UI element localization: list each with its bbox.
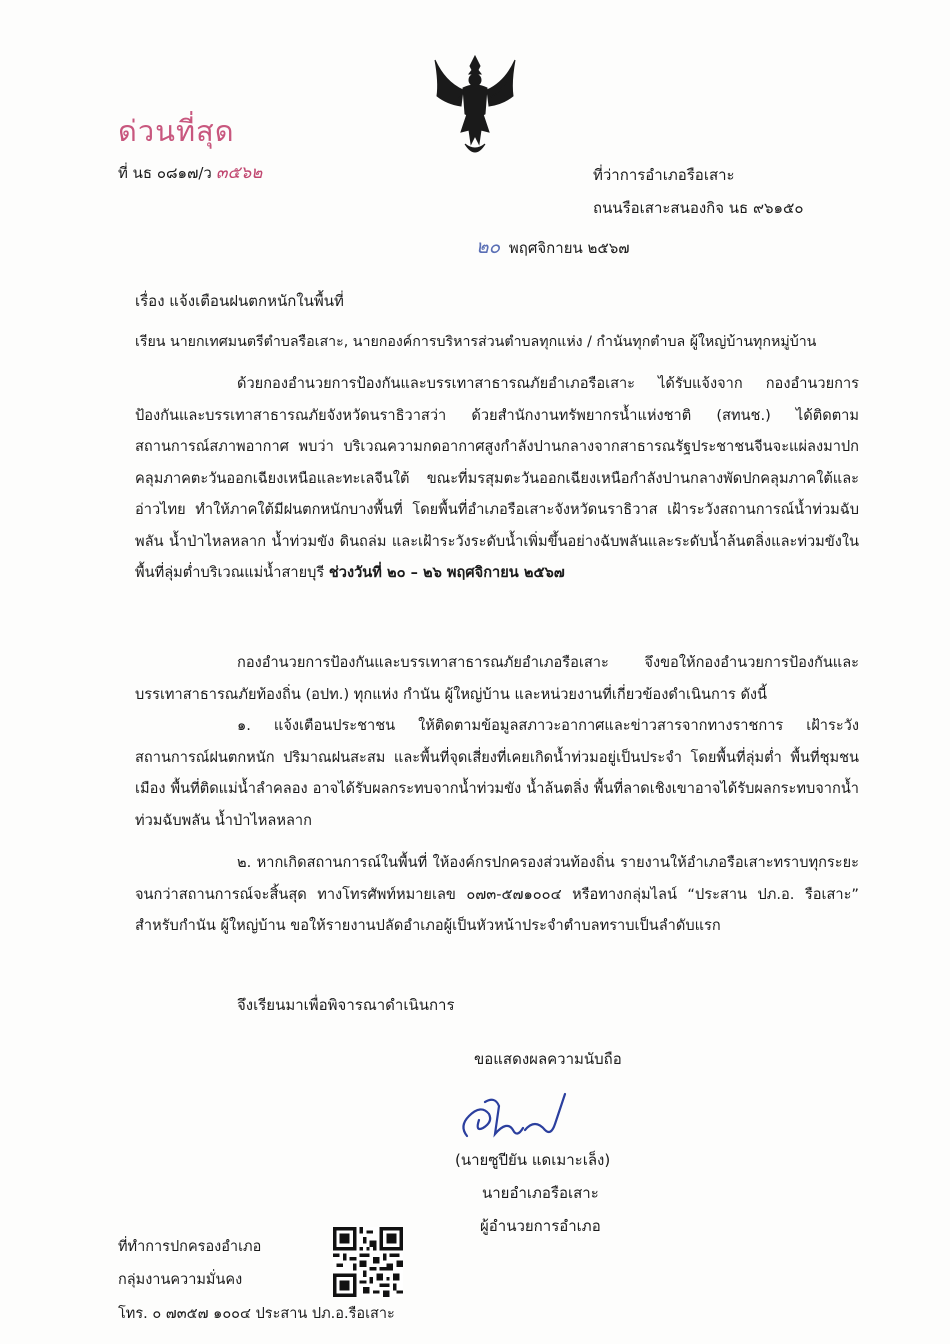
addressee-line: เรียน นายกเทศมนตรีตำบลรือเสาะ, นายกองค์การบริหารส่วนตำบลทุกแห่ง / กำนันทุกตำบล ผู้ใหญ่บ้านทุกหมู่บ้าน [135,334,817,350]
document-date [476,232,630,262]
body-item-2: ๒. หากเกิดสถานการณ์ในพื้นที่ ให้องค์กรปกครองส่วนท้องถิ่น รายงานให้อำเภอรือเสาะทราบทุกระยะ จนกว่าสถานการณ์จะสิ้นสุด ทางโทรศัพท์หมายเลข ๐๗๓-๕๗๑๐๐๔ หรือทางกลุ่มไลน์ “ประสาน ปภ.อ. รือเสาะ” สำหรับกำนัน ผู้ใหญ่บ้าน ขอให้รายงานปลัดอำเภอผู้เป็นหัวหน้าประจำตำบลทราบเป็นลำดับแรก [135,854,859,934]
body-paragraph-2: กองอำนวยการป้องกันและบรรเทาสาธารณภัยอำเภอรือเสาะ จึงขอให้กองอำนวยการป้องกันและบรรเทาสาธารณภัยท้องถิ่น (อปท.) ทุกแห่ง กำนัน ผู้ใหญ่บ้าน และหน่วยงานที่เกี่ยวข้องดำเนินการ ดังนี้ [135,654,859,703]
signatory-position-1: นายอำเภอรือเสาะ [482,1184,599,1202]
office-address [593,159,804,225]
body-closing-sentence: จึงเรียนมาเพื่อพิจารณาดำเนินการ [237,996,455,1014]
date-day-handwritten: ๒๐ [476,236,501,258]
signatory-position-2: ผู้อำนวยการอำเภอ [480,1217,601,1235]
footer-line-3: โทร. ๐ ๗๓๕๗ ๑๐๐๔ ประสาน ปภ.อ.รือเสาะ [118,1306,395,1322]
footer-line-1: ที่ทำการปกครองอำเภอ [118,1239,262,1255]
body-item-1: ๑. แจ้งเตือนประชาชน ให้ติดตามข้อมูลสภาวะอากาศและข่าวสารจากทางราชการ เฝ้าระวังสถานการณ์ฝนตกหนัก ปริมาณฝนสะสม และพื้นที่จุดเสี่ยงที่เคยเกิดน้ำท่วมอยู่เป็นประจำ โดยพื้นที่ลุ่มต่ำ พื้นที่ชุมชนเมือง พื้นที่ติดแม่น้ำลำคลอง อาจได้รับผลกระทบจากน้ำท่วมขัง น้ำล้นตลิ่ง พื้นที่ลาดเชิงเขาอาจได้รับผลกระทบจากน้ำท่วมฉับพลัน น้ำป่าไหลหลาก [135,717,859,829]
date-month-year: พฤศจิกายน ๒๕๖๗ [508,239,630,257]
footer-line-2: กลุ่มงานความมั่นคง [118,1272,243,1288]
closing-salutation: ขอแสดงผลความนับถือ [474,1050,622,1068]
subject-line: เรื่อง แจ้งเตือนฝนตกหนักในพื้นที่ [135,292,344,310]
urgency-stamp: ด่วนที่สุด [118,114,235,148]
signatory-name: (นายซูปียัน แดเมาะเล็ง) [455,1151,611,1169]
document-number-handwritten: ๓๕๖๒ [215,163,263,183]
office-address-line2: ถนนรือเสาะสนองกิจ นธ ๙๖๑๕๐ [593,199,804,217]
garuda-emblem-icon [425,52,525,162]
paragraph-1-date-range: ช่วงวันที่ ๒๐ – ๒๖ พฤศจิกายน ๒๕๖๗ [328,564,565,581]
signature-image [455,1090,585,1150]
qr-code-icon[interactable] [333,1227,403,1297]
document-number-printed: ที่ นธ ๐๘๑๗/ว [118,164,212,182]
paragraph-1-text: ด้วยกองอำนวยการป้องกันและบรรเทาสาธารณภัยอำเภอรือเสาะ ได้รับแจ้งจาก กองอำนวยการป้องกันและบรรเทาสาธารณภัยจังหวัดนราธิวาสว่า ด้วยสำนักงานทรัพยากรน้ำแห่งชาติ (สทนช.) ได้ติดตามสถานการณ์สภาพอากาศ พบว่า บริเวณความกดอากาศสูงกำลังปานกลางจากสาธารณรัฐประชาชนจีนจะแผ่ลงมาปกคลุมภาคตะวันออกเฉียงเหนือและทะเลจีนใต้ ขณะที่มรสุมตะวันออกเฉียงเหนือกำลังปานกลางพัดปกคลุมภาคใต้และอ่าวไทย ทำให้ภาคใต้มีฝนตกหนักบางพื้นที่ โดยพื้นที่อำเภอรือเสาะจังหวัดนราธิวาส เฝ้าระวังสถานการณ์น้ำท่วมฉับพลัน น้ำป่าไหลหลาก น้ำท่วมขัง ดินถล่ม และเฝ้าระวังระดับน้ำเพิ่มขึ้นอย่างฉับพลันและระดับน้ำล้นตลิ่งและท่วมขังในพื้นที่ลุ่มต่ำบริเวณแม่น้ำสายบุรี [135,375,859,581]
office-address-line1: ที่ว่าการอำเภอรือเสาะ [593,166,735,184]
document-number [118,159,262,186]
body-paragraph-1 [135,368,859,589]
